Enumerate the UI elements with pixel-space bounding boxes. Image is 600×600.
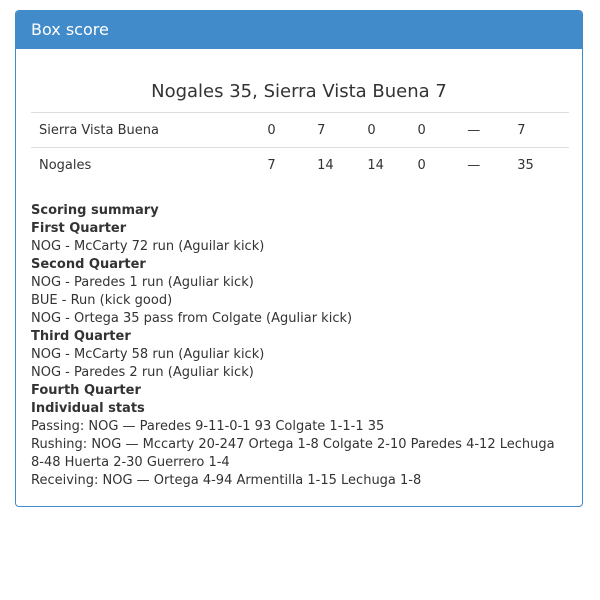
first-quarter-heading: First Quarter	[31, 221, 127, 236]
passing-stats: Passing: NOG — Paredes 9-11-0-1 93 Colgate 1-1-1 35	[31, 419, 385, 434]
overtime-score: —	[467, 157, 481, 173]
quarter-2-score: 14	[317, 157, 334, 173]
overtime-score: —	[459, 113, 509, 148]
rushing-stats: Rushing: NOG — Mccarty 20-247 Ortega 1-8 Colgate 2-10 Paredes 4-12 Lechuga 8-48 Huerta 2-30 Guerrero 1-4	[31, 437, 555, 470]
team-name: Sierra Vista Buena	[31, 113, 259, 148]
quarter-4-score: 0	[417, 157, 426, 173]
second-quarter-heading: Second Quarter	[31, 257, 146, 272]
game-title: Nogales 35, Sierra Vista Buena 7	[151, 81, 447, 102]
scoring-play: NOG - Paredes 2 run (Aguliar kick)	[31, 365, 254, 380]
box-score-panel	[15, 10, 583, 507]
quarter-3-score: 14	[367, 157, 384, 173]
quarter-4-score: 0	[409, 113, 459, 148]
scoring-play: NOG - Ortega 35 pass from Colgate (Aguliar kick)	[31, 311, 353, 326]
scoring-play: NOG - Paredes 1 run (Aguliar kick)	[31, 275, 254, 290]
scoring-summary-heading: Scoring summary	[31, 203, 159, 218]
quarter-2-score: 7	[309, 113, 359, 148]
scoring-summary	[31, 202, 567, 490]
receiving-stats: Receiving: NOG — Ortega 4-94 Armentilla 1-15 Lechuga 1-8	[31, 473, 422, 488]
individual-stats-heading: Individual stats	[31, 401, 145, 416]
table-row	[31, 148, 569, 183]
quarter-1-score: 0	[259, 113, 309, 148]
team-name: Nogales	[39, 157, 92, 173]
table-row	[31, 113, 569, 148]
quarter-1-score: 7	[267, 157, 276, 173]
quarter-3-score: 0	[359, 113, 409, 148]
fourth-quarter-heading: Fourth Quarter	[31, 383, 141, 398]
scoring-play: BUE - Run (kick good)	[31, 293, 173, 308]
total-score: 7	[509, 113, 569, 148]
total-score: 35	[517, 157, 534, 173]
panel-heading: Box score	[16, 11, 582, 49]
panel-body	[16, 49, 582, 506]
linescore-table	[31, 112, 569, 182]
scoring-play: NOG - McCarty 72 run (Aguilar kick)	[31, 239, 265, 254]
scoring-play: NOG - McCarty 58 run (Aguliar kick)	[31, 347, 265, 362]
third-quarter-heading: Third Quarter	[31, 329, 131, 344]
